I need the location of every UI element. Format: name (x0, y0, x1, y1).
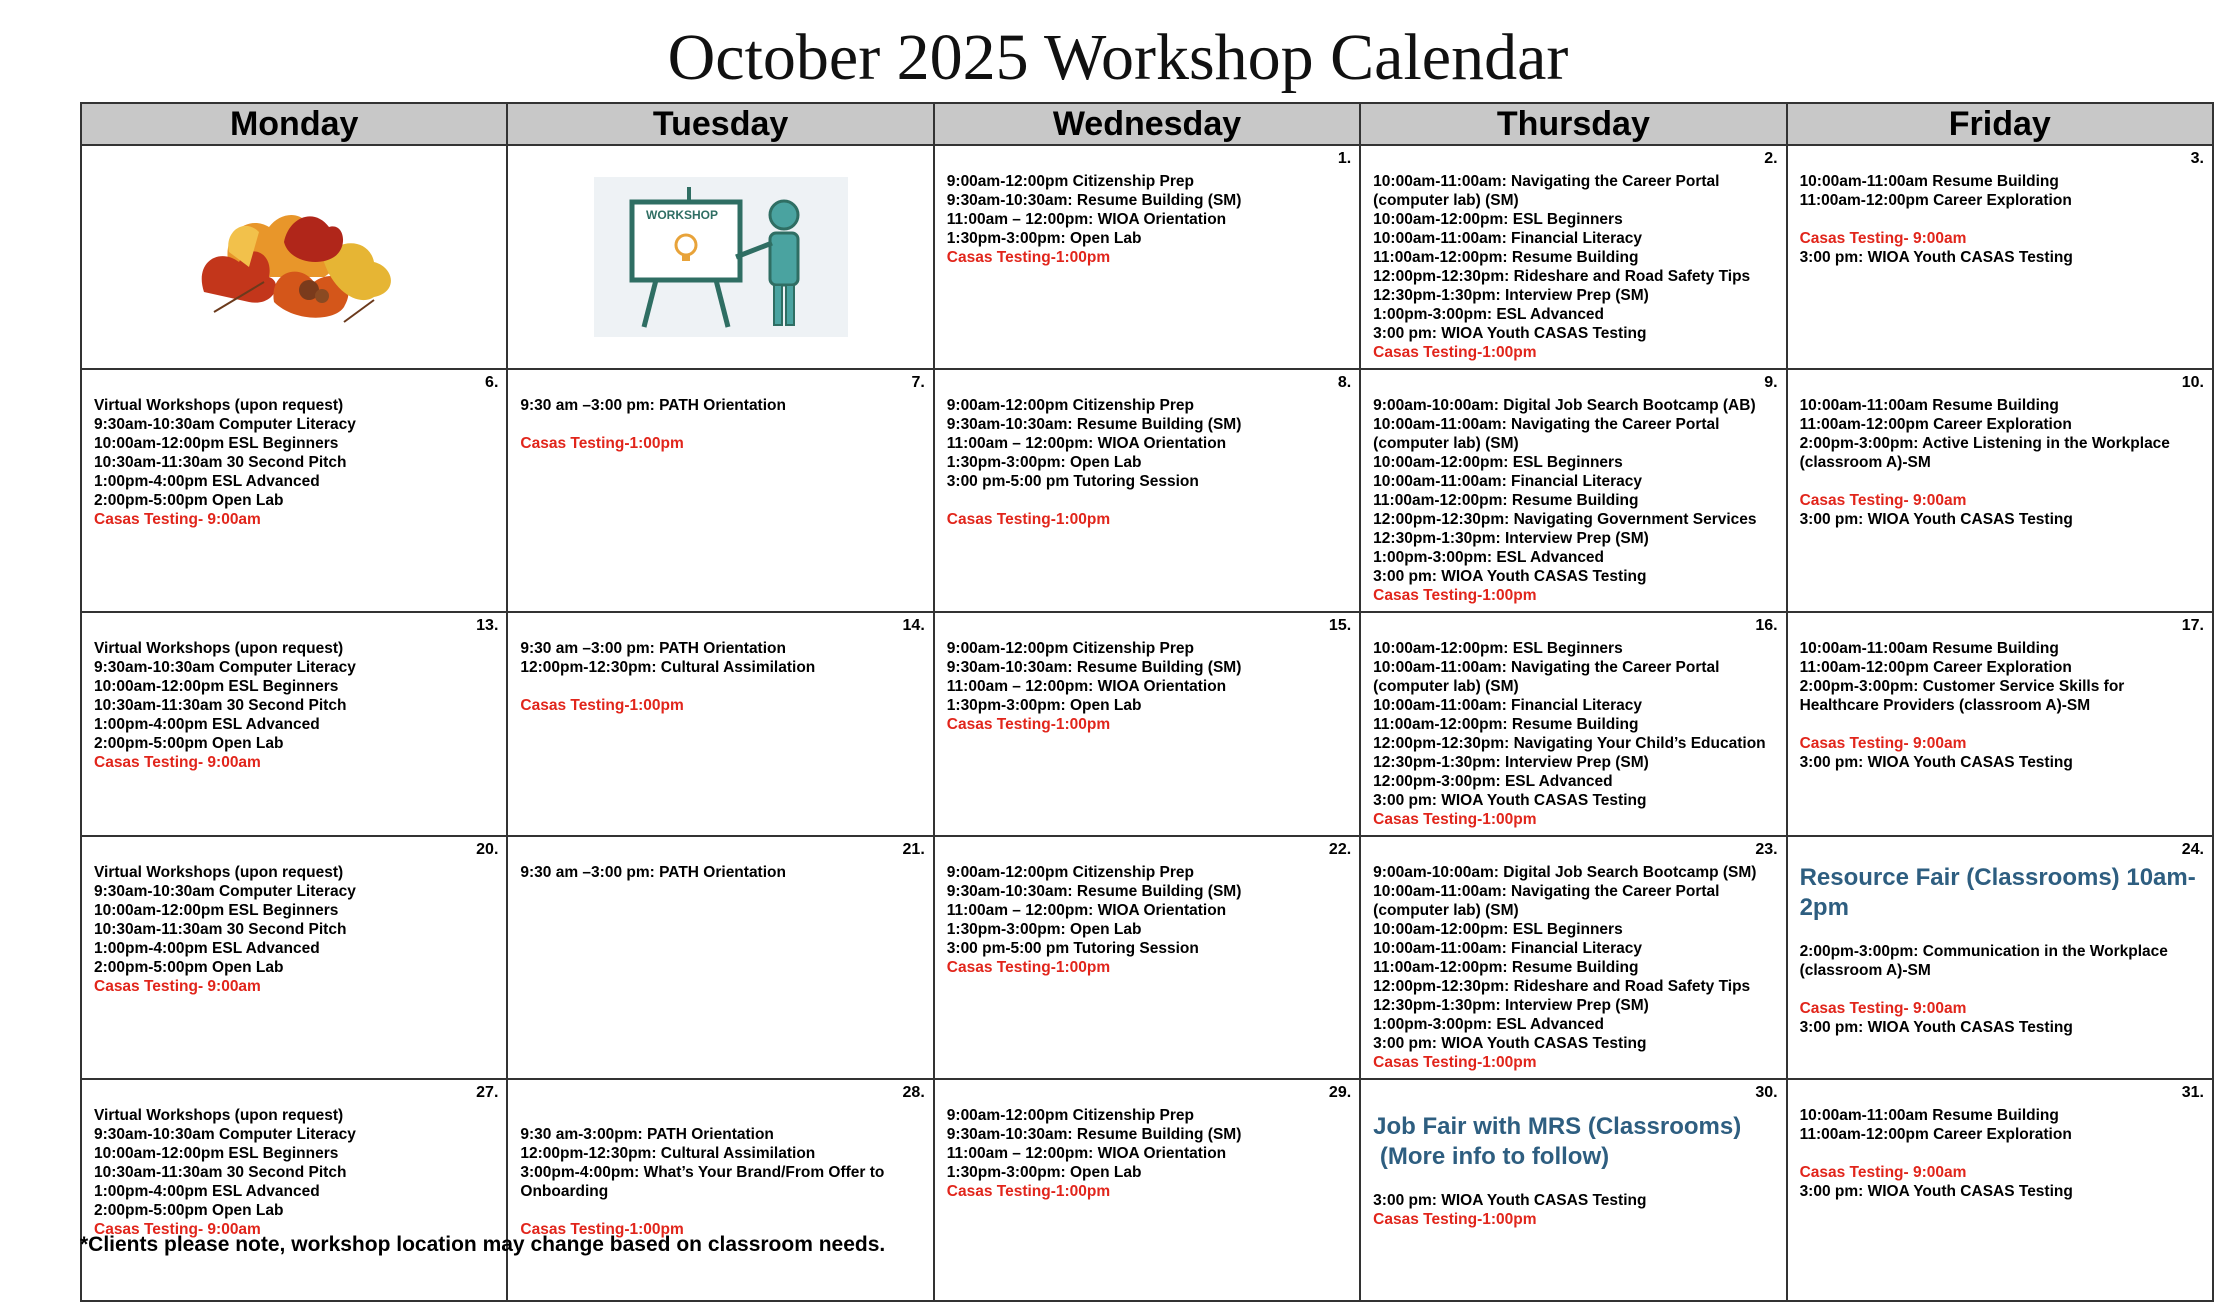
event-line: 1:30pm-3:00pm: Open Lab (946, 454, 1142, 471)
day-cell (1787, 612, 2213, 836)
day-cell (507, 612, 933, 836)
event-line: 9:00am-10:00am: Digital Job Search Bootcamp (SM) (1373, 864, 1757, 881)
weekday-header-thursday: Thursday (1360, 103, 1786, 145)
event-line: 3:00 pm: WIOA Youth CASAS Testing (1373, 792, 1647, 809)
event-line: 3:00 pm: WIOA Youth CASAS Testing (1799, 511, 2073, 528)
event-line: 1:30pm-3:00pm: Open Lab (946, 230, 1142, 247)
event-line: 1:00pm-4:00pm ESL Advanced (94, 716, 320, 733)
week-row (81, 369, 2213, 612)
event-line: 12:30pm-1:30pm: Interview Prep (SM) (1373, 287, 1649, 304)
event-line: 10:00am-11:00am: Financial Literacy (1373, 473, 1642, 490)
event-line: 12:30pm-1:30pm: Interview Prep (SM) (1373, 997, 1649, 1014)
event-line: 11:00am – 12:00pm: WIOA Orientation (946, 435, 1227, 452)
event-line: 11:00am – 12:00pm: WIOA Orientation (946, 1145, 1227, 1162)
weekday-header-wednesday: Wednesday (934, 103, 1360, 145)
event-line: 9:00am-12:00pm Citizenship Prep (946, 640, 1195, 657)
calendar-table (80, 102, 2214, 1302)
day-number: 22. (1328, 841, 1352, 858)
event-line: Virtual Workshops (upon request) (94, 1107, 344, 1124)
day-number: 3. (2190, 150, 2204, 167)
day-number: 10. (2181, 374, 2204, 391)
event-line: 11:00am-12:00pm Career Exploration (1799, 416, 2072, 433)
day-number: 14. (902, 617, 925, 634)
event-line: Virtual Workshops (upon request) (94, 864, 344, 881)
event-line: 10:00am-11:00am Resume Building (1799, 1107, 2059, 1124)
event-line: 1:00pm-4:00pm ESL Advanced (94, 1183, 320, 1200)
event-line: 12:30pm-1:30pm: Interview Prep (SM) (1373, 530, 1649, 547)
workshop-sign-text: WORKSHOP (645, 208, 718, 222)
event-line: 9:30 am –3:00 pm: PATH Orientation (520, 640, 786, 657)
event-line: 10:00am-12:00pm ESL Beginners (94, 1145, 339, 1162)
event-line: 3:00 pm: WIOA Youth CASAS Testing (1799, 754, 2073, 771)
day-number: 16. (1755, 617, 1778, 634)
event-line: 9:30am-10:30am: Resume Building (SM) (946, 192, 1242, 209)
event-line: 9:00am-12:00pm Citizenship Prep (946, 864, 1195, 881)
event-line: Virtual Workshops (upon request) (94, 397, 344, 414)
casas-testing-note: Casas Testing-1:00pm (1373, 587, 1537, 604)
day-number: 27. (476, 1084, 499, 1101)
day-number: 2. (1764, 150, 1778, 167)
day-cell (1360, 369, 1786, 612)
day-number: 17. (2181, 617, 2204, 634)
casas-testing-note: Casas Testing-1:00pm (946, 511, 1111, 528)
casas-testing-note: Casas Testing-1:00pm (946, 249, 1111, 266)
autumn-leaves-icon (174, 182, 414, 332)
week-row (81, 836, 2213, 1079)
event-line: 1:00pm-3:00pm: ESL Advanced (1373, 306, 1605, 323)
event-line: 12:00pm-12:30pm: Navigating Government Services (1373, 511, 1757, 528)
event-line: 11:00am-12:00pm: Resume Building (1373, 959, 1639, 976)
weekday-header-friday: Friday (1787, 103, 2213, 145)
day-cell (934, 836, 1360, 1079)
casas-testing-note: Casas Testing-1:00pm (1373, 811, 1537, 828)
event-line: 9:00am-12:00pm Citizenship Prep (946, 1107, 1195, 1124)
week-row (81, 1079, 2213, 1301)
weekday-header-row (81, 103, 2213, 145)
special-event: (More info to follow) (1373, 1143, 1610, 1170)
event-line: 9:30am-10:30am: Resume Building (SM) (946, 883, 1242, 900)
event-line: 3:00 pm-5:00 pm Tutoring Session (946, 473, 1199, 490)
week-row (81, 145, 2213, 369)
event-line: 2:00pm-5:00pm Open Lab (94, 492, 284, 509)
event-line: 10:00am-11:00am: Navigating the Career Portal (computer lab) (SM) (1373, 173, 1724, 209)
day-number: 23. (1755, 841, 1778, 858)
event-line: 2:00pm-5:00pm Open Lab (94, 1202, 284, 1219)
event-line: 2:00pm-5:00pm Open Lab (94, 735, 284, 752)
event-line: 3:00 pm: WIOA Youth CASAS Testing (1799, 1019, 2073, 1036)
event-line: 10:30am-11:30am 30 Second Pitch (94, 697, 347, 714)
day-cell (81, 369, 507, 612)
event-line: 3:00 pm: WIOA Youth CASAS Testing (1373, 325, 1647, 342)
event-line: 1:30pm-3:00pm: Open Lab (946, 1164, 1142, 1181)
event-line: 11:00am-12:00pm: Resume Building (1373, 492, 1639, 509)
day-number: 24. (2181, 841, 2204, 858)
day-number: 30. (1755, 1084, 1778, 1101)
day-cell (81, 612, 507, 836)
event-line: 1:00pm-4:00pm ESL Advanced (94, 940, 320, 957)
day-number: 21. (902, 841, 925, 858)
casas-testing-note: Casas Testing-1:00pm (946, 716, 1111, 733)
event-line: 10:00am-12:00pm: ESL Beginners (1373, 640, 1623, 657)
casas-testing-note: Casas Testing-1:00pm (1373, 344, 1537, 361)
casas-testing-note: Casas Testing-1:00pm (946, 1183, 1111, 1200)
event-line: 10:00am-11:00am: Navigating the Career Portal (computer lab) (SM) (1373, 416, 1724, 452)
day-number: 15. (1328, 617, 1352, 634)
event-line: 9:30am-10:30am Computer Literacy (94, 883, 356, 900)
event-line: 2:00pm-3:00pm: Active Listening in the Workplace (classroom A)-SM (1799, 435, 2175, 471)
day-number: 13. (476, 617, 499, 634)
event-line: 10:00am-12:00pm ESL Beginners (94, 678, 339, 695)
event-line: 10:00am-11:00am: Navigating the Career Portal (computer lab) (SM) (1373, 883, 1724, 919)
event-line: 2:00pm-3:00pm: Communication in the Workplace (classroom A)-SM (1799, 943, 2173, 979)
day-cell (81, 836, 507, 1079)
event-line: 9:30 am –3:00 pm: PATH Orientation (520, 864, 786, 881)
casas-testing-note: Casas Testing- 9:00am (1799, 492, 1967, 509)
event-line: 10:00am-12:00pm ESL Beginners (94, 435, 339, 452)
casas-testing-note: Casas Testing- 9:00am (1799, 230, 1967, 247)
event-line: 9:30am-10:30am: Resume Building (SM) (946, 416, 1242, 433)
day-cell (81, 1079, 507, 1301)
event-line: 10:30am-11:30am 30 Second Pitch (94, 921, 347, 938)
event-line: Virtual Workshops (upon request) (94, 640, 344, 657)
day-cell (1360, 836, 1786, 1079)
event-line: 1:00pm-3:00pm: ESL Advanced (1373, 549, 1605, 566)
day-cell (1787, 369, 2213, 612)
casas-testing-note: Casas Testing-1:00pm (1373, 1054, 1537, 1071)
event-line: 2:00pm-3:00pm: Customer Service Skills for Healthcare Providers (classroom A)-SM (1799, 678, 2129, 714)
event-line: 12:00pm-12:30pm: Rideshare and Road Safety Tips (1373, 978, 1751, 995)
event-line: 11:00am – 12:00pm: WIOA Orientation (946, 211, 1227, 228)
weekday-header-monday: Monday (81, 103, 507, 145)
day-cell (507, 369, 933, 612)
event-line: 9:00am-10:00am: Digital Job Search Bootcamp (AB) (1373, 397, 1756, 414)
casas-testing-note: Casas Testing-1:00pm (520, 435, 684, 452)
event-line: 11:00am – 12:00pm: WIOA Orientation (946, 678, 1227, 695)
page-title: October 2025 Workshop Calendar (667, 21, 1569, 94)
day-cell (1360, 145, 1786, 369)
casas-testing-note: Casas Testing- 9:00am (1799, 1000, 1967, 1017)
event-line: 9:30am-10:30am: Resume Building (SM) (946, 1126, 1242, 1143)
day-number: 29. (1328, 1084, 1352, 1101)
day-cell (1787, 145, 2213, 369)
event-line: 10:00am-11:00am: Navigating the Career Portal (computer lab) (SM) (1373, 659, 1724, 695)
casas-testing-note: Casas Testing-1:00pm (520, 1221, 684, 1238)
event-line: 3:00 pm: WIOA Youth CASAS Testing (1373, 1192, 1647, 1209)
event-line: 9:30am-10:30am: Resume Building (SM) (946, 659, 1242, 676)
event-line: 2:00pm-5:00pm Open Lab (94, 959, 284, 976)
workshop-presenter-icon (594, 177, 848, 337)
day-cell (934, 1079, 1360, 1301)
event-line: 3:00 pm: WIOA Youth CASAS Testing (1373, 568, 1647, 585)
event-line: 11:00am – 12:00pm: WIOA Orientation (946, 902, 1227, 919)
day-cell (1360, 612, 1786, 836)
event-line: 9:00am-12:00pm Citizenship Prep (946, 173, 1195, 190)
day-cell (934, 612, 1360, 836)
event-line: 9:30am-10:30am Computer Literacy (94, 1126, 356, 1143)
casas-testing-note: Casas Testing- 9:00am (94, 511, 261, 528)
day-number: 6. (485, 374, 499, 391)
event-line: 9:30 am-3:00pm: PATH Orientation (520, 1126, 774, 1143)
casas-testing-note: Casas Testing- 9:00am (94, 1221, 261, 1238)
event-line: 3:00 pm-5:00 pm Tutoring Session (946, 940, 1199, 957)
event-line: 1:00pm-4:00pm ESL Advanced (94, 473, 320, 490)
day-cell (934, 369, 1360, 612)
event-line: 9:00am-12:00pm Citizenship Prep (946, 397, 1195, 414)
day-number: 28. (902, 1084, 925, 1101)
event-line: 12:30pm-1:30pm: Interview Prep (SM) (1373, 754, 1649, 771)
casas-testing-note: Casas Testing- 9:00am (1799, 735, 1967, 752)
event-line: 11:00am-12:00pm: Resume Building (1373, 716, 1639, 733)
day-cell (1360, 1079, 1786, 1301)
casas-testing-note: Casas Testing-1:00pm (946, 959, 1111, 976)
event-line: 12:00pm-12:30pm: Rideshare and Road Safety Tips (1373, 268, 1751, 285)
event-line: 12:00pm-12:30pm: Cultural Assimilation (520, 659, 816, 676)
event-line: 10:00am-11:00am Resume Building (1799, 397, 2059, 414)
day-number: 8. (1337, 374, 1352, 391)
casas-testing-note: Casas Testing- 9:00am (94, 978, 261, 995)
event-line: 10:00am-12:00pm: ESL Beginners (1373, 921, 1623, 938)
day-number: 1. (1337, 150, 1352, 167)
event-line: 10:00am-11:00am: Financial Literacy (1373, 230, 1642, 247)
event-line: 10:00am-12:00pm ESL Beginners (94, 902, 339, 919)
event-line: 10:00am-12:00pm: ESL Beginners (1373, 211, 1623, 228)
event-line: 3:00 pm: WIOA Youth CASAS Testing (1799, 249, 2073, 266)
special-event: Resource Fair (Classrooms) 10am-2pm (1799, 864, 2196, 921)
footnote: *Clients please note, workshop location may change based on classroom needs. (80, 1233, 886, 1256)
casas-testing-note: Casas Testing- 9:00am (94, 754, 261, 771)
event-line: 3:00 pm: WIOA Youth CASAS Testing (1373, 1035, 1647, 1052)
day-number: 20. (476, 841, 499, 858)
event-line: 12:00pm-12:30pm: Navigating Your Child’s Education (1373, 735, 1766, 752)
special-event: Job Fair with MRS (Classrooms) (1373, 1113, 1742, 1140)
event-line: 10:00am-11:00am: Financial Literacy (1373, 940, 1642, 957)
event-line: 9:30am-10:30am Computer Literacy (94, 416, 356, 433)
event-line: 12:00pm-12:30pm: Cultural Assimilation (520, 1145, 816, 1162)
event-line: 10:00am-11:00am Resume Building (1799, 640, 2059, 657)
event-line: 11:00am-12:00pm Career Exploration (1799, 1126, 2072, 1143)
day-number: 31. (2181, 1084, 2204, 1101)
week-row (81, 612, 2213, 836)
day-cell (1787, 836, 2213, 1079)
event-line: 10:00am-11:00am: Financial Literacy (1373, 697, 1642, 714)
casas-testing-note: Casas Testing-1:00pm (1373, 1211, 1537, 1228)
event-line: 12:00pm-3:00pm: ESL Advanced (1373, 773, 1613, 790)
day-cell (1787, 1079, 2213, 1301)
event-line: 10:00am-11:00am Resume Building (1799, 173, 2059, 190)
event-line: 10:30am-11:30am 30 Second Pitch (94, 454, 347, 471)
day-cell (934, 145, 1360, 369)
event-line: 1:00pm-3:00pm: ESL Advanced (1373, 1016, 1605, 1033)
day-cell (507, 145, 933, 369)
event-line: 9:30am-10:30am Computer Literacy (94, 659, 356, 676)
weekday-header-tuesday: Tuesday (507, 103, 933, 145)
event-line: 10:30am-11:30am 30 Second Pitch (94, 1164, 347, 1181)
day-cell (507, 836, 933, 1079)
day-cell (507, 1079, 933, 1301)
day-number: 7. (911, 374, 925, 391)
casas-testing-note: Casas Testing-1:00pm (520, 697, 684, 714)
casas-testing-note: Casas Testing- 9:00am (1799, 1164, 1967, 1181)
event-line: 11:00am-12:00pm Career Exploration (1799, 659, 2072, 676)
event-line: 10:00am-12:00pm: ESL Beginners (1373, 454, 1623, 471)
event-line: 3:00pm-4:00pm: What’s Your Brand/From Offer to Onboarding (520, 1164, 889, 1200)
event-line: 11:00am-12:00pm: Resume Building (1373, 249, 1639, 266)
event-line: 11:00am-12:00pm Career Exploration (1799, 192, 2072, 209)
day-number: 9. (1764, 374, 1778, 391)
day-cell (81, 145, 507, 369)
event-line: 1:30pm-3:00pm: Open Lab (946, 921, 1142, 938)
event-line: 1:30pm-3:00pm: Open Lab (946, 697, 1142, 714)
event-line: 3:00 pm: WIOA Youth CASAS Testing (1799, 1183, 2073, 1200)
event-line: 9:30 am –3:00 pm: PATH Orientation (520, 397, 786, 414)
